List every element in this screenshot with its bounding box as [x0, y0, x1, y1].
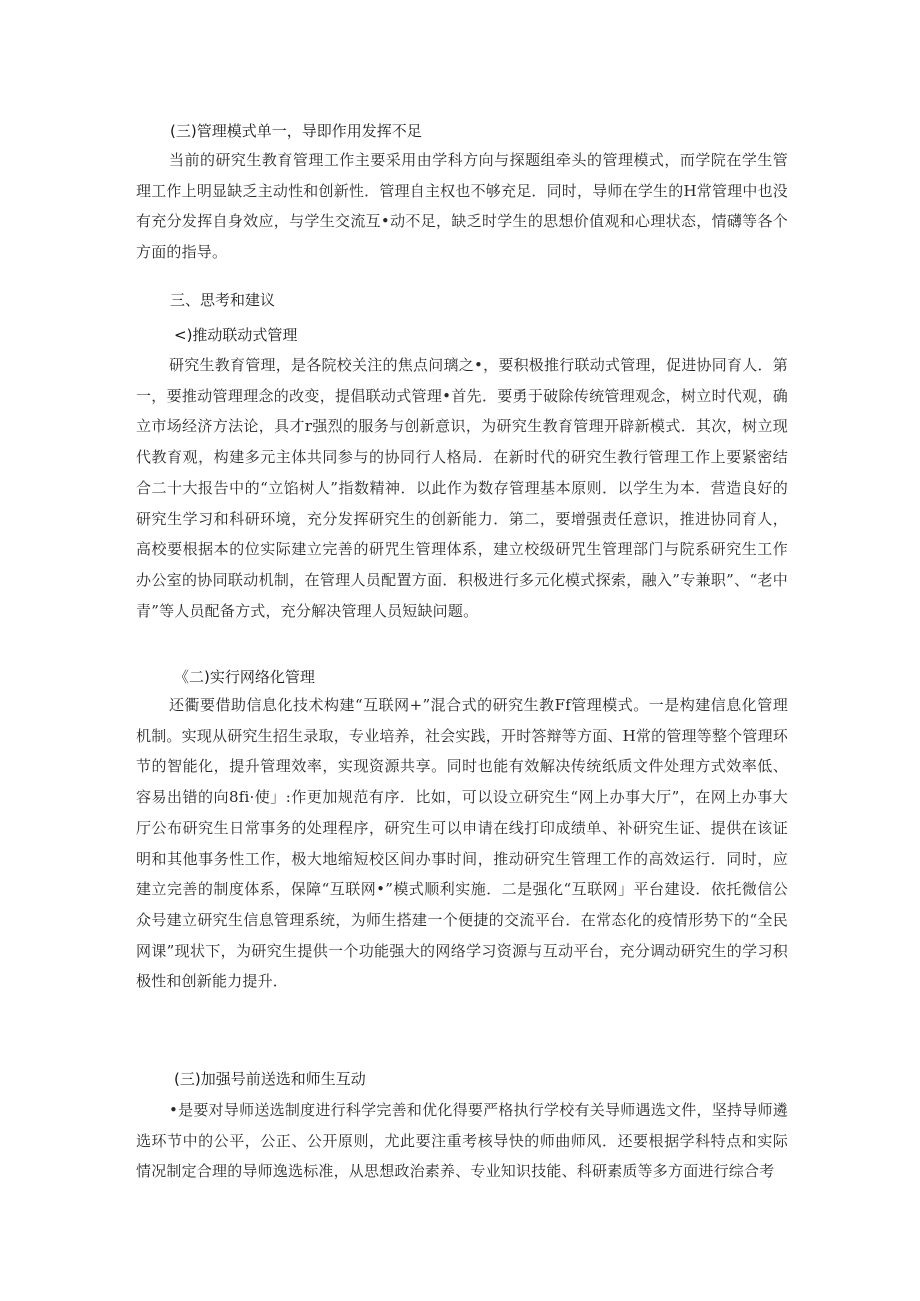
- subsection-heading-network-management: 《二)实行网络化管理: [174, 668, 315, 686]
- subsection-heading-linked-management: <)推动联动式管理: [174, 326, 298, 344]
- paragraph-network-management: 还衢要借助信息化技术构建“互联网+”混合式的研究生教Ff管理模式。一是构建信息化管理机制。实现从研究生招生录取，专业培养，社会实践，开时答辩等方面、H常的管理等整个管理环节的智能化，提升管理效率，实现资源共享。同时也能有效解决传统纸质文件处理方式效率低、容易出错的向8fi·使」:作更加规范有序．比如，可以设立研究生“网上办事大厅”，在网上办事大厅公布研究生日常事务的处理程序，研究生可以申请在线打印成绩单、补研究生证、提供在该证明和其他事务性工作，极大地缩短校区间办事时间，推动研究生管理工作的高效运行．同时，应建立完善的制度体系，保障“互联网•”模式顺利实施．二是强化“互联网」平台建设．依托微信公众号建立研究生信息管理系统，为师生搭建一个便捷的交流平台．在常态化的疫情形势下的“全民网课”现状下，为研究生提供一个功能强大的网络学习资源与互动平台，充分调动研究生的学习积极性和创新能力提升．: [136, 696, 788, 991]
- paragraph-management-mode: 当前的研究生教育管理工作主要采用由学科方向与探题组牵头的管理模式，而学院在学生管理工作上明显缺乏主动性和创新性．管理自主权也不够充足．同时，导师在学生的H常管理中也没有充分发挥自身效应，与学生交流互•动不足，缺乏时学生的思想价值观和心理状态，情礴等各个方面的指导。: [136, 151, 788, 262]
- section-heading-management-mode: (三)管理模式单一，导即作用发挥不足: [170, 122, 422, 140]
- paragraph-linked-management: 研究生教育管理，是各院校关注的焦点问璃之•，要积极推行联动式管理，促进协同育人．第一，要推动管理理念的改变，提倡联动式管理•首先．要勇于破除传统管理观念，树立时代观，确立市场经济方法论，具才r强烈的服务与创新意识，为研究生教育管理开辟新模式．其次，树立现代教育观，构建多元主体共同参与的协同行人格局．在新时代的研究生教行管理工作上要紧密结合二十大报告中的“立馅树人”指数精神．以此作为数存管理基本原则．以学生为本．营造良好的研究生学习和科研环境，充分发挥研究生的创新能力．第二，要增强责任意识，推进协同育人，高校要根据本的位实际建立完善的研咒生管理体系，建立校级研咒生管理部门与院系研究生工作办公室的协同联动机制，在管理人员配置方面．积极进行多元化模式探索，融入”专兼职”、“老中青”等人员配备方式，充分解决管理人员短缺问题。: [136, 356, 788, 620]
- subsection-heading-supervisor-selection: (三)加强号前送选和师生互动: [174, 1070, 366, 1088]
- paragraph-supervisor-selection: •是要对导师送选制度进行科学完善和优化得要严格执行学校有关导师遇选文件，坚持导师遴选环节中的公平，公正、公开原则，尤此要注重考核导快的师曲师风．还要根据学科特点和实际情况制定合理的导师逸选标准，从思想政治素养、专业知识技能、科研素质等多方面进行综合考: [136, 1101, 788, 1181]
- part-heading-thoughts-suggestions: 三、思考和建议: [170, 291, 276, 309]
